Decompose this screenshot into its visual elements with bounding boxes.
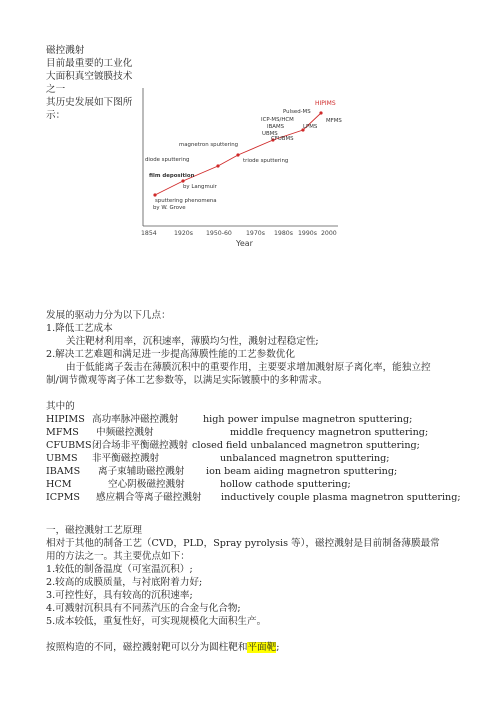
label-film-deposition: film deposition — [149, 173, 195, 179]
advantage-2: 2.较高的成膜质量，与衬底附着力好; — [46, 577, 203, 588]
label-icp-ms-hcm: ICP-MS/HCM — [261, 117, 294, 123]
abbr-row — [46, 452, 390, 465]
section-text-a: 相对于其他的制备工艺（CVD，PLD，Spray pyrolysis 等），磁控溅射是目前制备薄膜最常 — [46, 538, 440, 549]
label-by-grove: by W. Grove — [153, 205, 186, 211]
abbr-row — [46, 439, 420, 452]
x-tick: 1950-60 — [206, 230, 232, 237]
abbr-cn: 离子束辅助磁控溅射 — [98, 466, 185, 477]
intro-block — [46, 44, 156, 122]
abbr-cn: 非平衡磁控溅射 — [92, 453, 160, 464]
x-axis-label: Year — [236, 239, 253, 248]
target-types-text: 按照构造的不同，磁控溅射靶可以分为圆柱靶和 — [46, 642, 248, 653]
x-tick: 1980s — [274, 230, 293, 237]
abbr-en: middle frequency magnetron sputtering; — [230, 427, 429, 438]
abbr-code: IBAMS — [46, 466, 81, 477]
drive-point-1-detail: 关注靶材利用率，沉积速率，薄膜均匀性，溅射过程稳定性; — [66, 336, 319, 347]
abbr-code: HCM — [46, 479, 72, 490]
abbr-row — [46, 413, 413, 426]
intro-line: 目前最重要的工业化 — [46, 58, 133, 69]
section-text-b: 用的方法之一。其主要优点如下： — [46, 551, 190, 562]
abbr-cn: 感应耦合等离子磁控溅射 — [96, 492, 202, 503]
abbr-en: unbalanced magnetron sputtering; — [220, 453, 390, 464]
drive-title: 发展的驱动力分为以下几点： — [46, 310, 171, 321]
intro-title: 磁控溅射 — [46, 45, 85, 56]
abbr-row — [46, 426, 429, 439]
data-point — [153, 193, 156, 196]
label-ibams: IBAMS — [267, 124, 285, 130]
abbr-en: ion beam aiding magnetron sputtering; — [206, 466, 398, 477]
data-point — [236, 153, 239, 156]
intro-line: 之一 — [46, 84, 66, 95]
label-magnetron-sputtering: magnetron sputtering — [179, 142, 239, 148]
abbr-code: ICPMS — [46, 492, 80, 503]
drive-point-2: 2.解决工艺难题和满足进一步提高薄膜性能的工艺参数优化 — [46, 349, 295, 360]
among-heading: 其中的 — [46, 401, 75, 412]
abbr-code: UBMS — [46, 453, 78, 464]
x-tick: 1990s — [298, 230, 317, 237]
label-hipims: HIPIMS — [315, 100, 336, 107]
drive-point-2-detail-a: 由于低能离子轰击在薄膜沉积中的重要作用，主要要求增加溅射原子离化率，能独立控 — [66, 362, 431, 373]
abbr-row — [46, 478, 351, 491]
data-point — [319, 111, 322, 114]
label-triode-sputtering: triode sputtering — [243, 158, 289, 164]
data-point — [181, 179, 184, 182]
abbr-cn: 高功率脉冲磁控溅射 — [92, 414, 179, 425]
label-by-langmuir: by Langmuir — [183, 184, 217, 190]
label-cfubms: CFUBMS — [271, 136, 294, 142]
abbr-en: closed field unbalanced magnetron sputtering; — [192, 440, 420, 451]
history-chart-svg — [143, 88, 363, 258]
advantage-3: 3.可控性好，具有较高的沉积速率; — [46, 590, 193, 601]
abbr-cn: 中频磁控溅射 — [96, 427, 154, 438]
abbr-en: inductively couple plasma magnetron sputtering; — [221, 492, 461, 503]
x-tick: 2000 — [321, 230, 337, 237]
section-heading: 一，磁控溅射工艺原理 — [46, 525, 142, 536]
advantage-5: 5.成本较低，重复性好，可实现规模化大面积生产。 — [46, 616, 267, 627]
abbr-row — [46, 491, 461, 504]
label-lpms: LPMS — [303, 124, 318, 130]
x-tick: 1854 — [141, 230, 157, 237]
x-tick: 1920s — [174, 230, 193, 237]
intro-line: 示： — [46, 110, 66, 121]
abbr-code: MFMS — [46, 427, 79, 438]
highlighted-text: 平面靶 — [247, 642, 277, 653]
target-types-end: ; — [276, 642, 280, 653]
intro-line: 其历史发展如下图所 — [46, 97, 133, 108]
history-chart — [143, 88, 363, 258]
abbr-en: high power impulse magnetron sputtering; — [203, 414, 413, 425]
label-pulsed-ms: Pulsed-MS — [283, 109, 311, 115]
abbr-cn: 闭合场非平衡磁控溅射 — [92, 440, 188, 451]
label-mfms: MFMS — [326, 118, 342, 124]
drive-point-2-detail-b: 制/调节微观等离子体工艺参数等，以满足实际镀膜中的多种需求。 — [46, 375, 328, 386]
abbr-code: HIPIMS — [46, 414, 85, 425]
drive-point-1: 1.降低工艺成本 — [46, 323, 113, 334]
label-ubms: UBMS — [262, 131, 278, 137]
x-tick: 1970s — [246, 230, 265, 237]
abbr-code: CFUBMS — [46, 440, 92, 451]
target-types-line — [46, 641, 279, 654]
abbr-row — [46, 465, 398, 478]
advantage-4: 4.可溅射沉积具有不同蒸汽压的合金与化合物; — [46, 603, 241, 614]
advantage-1: 1.较低的制备温度（可室温沉积）; — [46, 564, 193, 575]
intro-line: 大面积真空镀膜技术 — [46, 71, 133, 82]
label-diode-sputtering: diode sputtering — [145, 157, 190, 163]
abbr-cn: 空心阴极磁控溅射 — [108, 479, 185, 490]
abbr-en: hollow cathode sputtering; — [220, 479, 351, 490]
data-point — [216, 164, 219, 167]
label-sputtering-phenomena: sputtering phenomena — [155, 198, 217, 204]
